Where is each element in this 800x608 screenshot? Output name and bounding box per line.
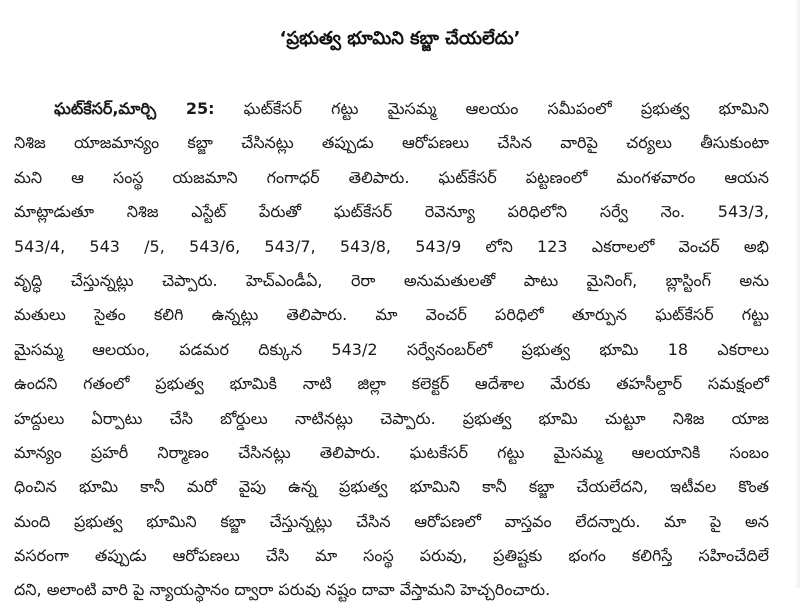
article-line: మైసమ్మ ఆలయం, పడమర దిక్కున 543/2 సర్వేనంబర్‌లో ప్రభుత్వ భూమి 18 ఎకరాలు — [14, 339, 769, 359]
dateline: ఘట్‌కేసర్,మార్చి 25: — [54, 99, 215, 118]
headline: ‘ప్రభుత్వ భూమిని కబ్జా చేయలేదు’ — [279, 28, 521, 49]
article-line: హద్దులు ఏర్పాటు చేసి బోర్డులు నాటినట్లు చెప్పారు. ప్రభుత్వ భూమి చుట్టూ నిశిజ యాజ — [14, 408, 769, 428]
clipping-edge — [794, 0, 800, 588]
article-line: వసరంగా తప్పుడు ఆరోపణలు చేసి మా సంస్థ పరువు, ప్రతిష్టకు భంగం కలిగిస్తే సహించేదిలే — [14, 546, 769, 566]
article-line: మాట్లాడుతూ నిశిజ ఎస్టేట్ పేరుతో ఘట్‌కేసర్ రెవెన్యూ పరిధిలోని సర్వే నెం. 543/3, — [14, 202, 769, 222]
article-line-text: ఘట్‌కేసర్ గట్టు మైసమ్మ ఆలయం సమీపంలో ప్రభుత్వ భూమిని — [243, 99, 769, 118]
article-line: మాన్యం ప్రహరీ నిర్మాణం చేసినట్లు తెలిపారు. ఘటకేసర్ గట్టు మైసమ్మ ఆలయానికి సంబం — [14, 442, 769, 462]
article-line: వృద్ధి చేస్తున్నట్లు చెప్పారు. హెచ్ఎండీఏ, రెరా అనుమతులతో పాటు మైనింగ్, బ్లాస్టింగ్ అను — [14, 270, 769, 290]
article-line: మతులు సైతం కలిగి ఉన్నట్లు తెలిపారు. మా వెంచర్ పరిధిలో తూర్పున ఘట్‌కేసర్ గట్టు — [14, 305, 769, 325]
article-line: మని ఆ సంస్థ యజమాని గంగాధర్ తెలిపారు. ఘట్‌కేసర్ పట్టణంలో మంగళవారం ఆయన — [14, 167, 769, 187]
article-line: నిశిజ యాజమాన్యం కబ్జా చేసినట్లు తప్పుడు ఆరోపణలు చేసిన వారిపై చర్యలు తీసుకుంటా — [14, 133, 769, 153]
article-line: మంది ప్రభుత్వ భూమిని కబ్జా చేస్తున్నట్లు చేసిన ఆరోపణలో వాస్తవం లేదన్నారు. మా పై అన — [14, 511, 769, 531]
article-line: ధించిన భూమి కానీ మరో వైపు ఉన్న ప్రభుత్వ భూమిని కానీ కబ్జా చేయలేదని, ఇటీవల కొంత — [14, 477, 769, 497]
article-line — [14, 92, 769, 126]
article-body — [14, 92, 769, 608]
article-line: ఉందని గతంలో ప్రభుత్వ భూమికి నాటి జిల్లా కలెక్టర్ ఆదేశాల మేరకు తహసీల్దార్ సమక్షంలో — [14, 374, 769, 394]
article-line: దని, అలాంటి వారి పై న్యాయస్థానం ద్వారా పరువు నష్టం దావా వేస్తామని హెచ్చరించారు. — [14, 580, 551, 600]
article-line: 543/4, 543 /5, 543/6, 543/7, 543/8, 543/9 లోని 123 ఎకరాలలో వెంచర్ అభి — [14, 236, 769, 256]
